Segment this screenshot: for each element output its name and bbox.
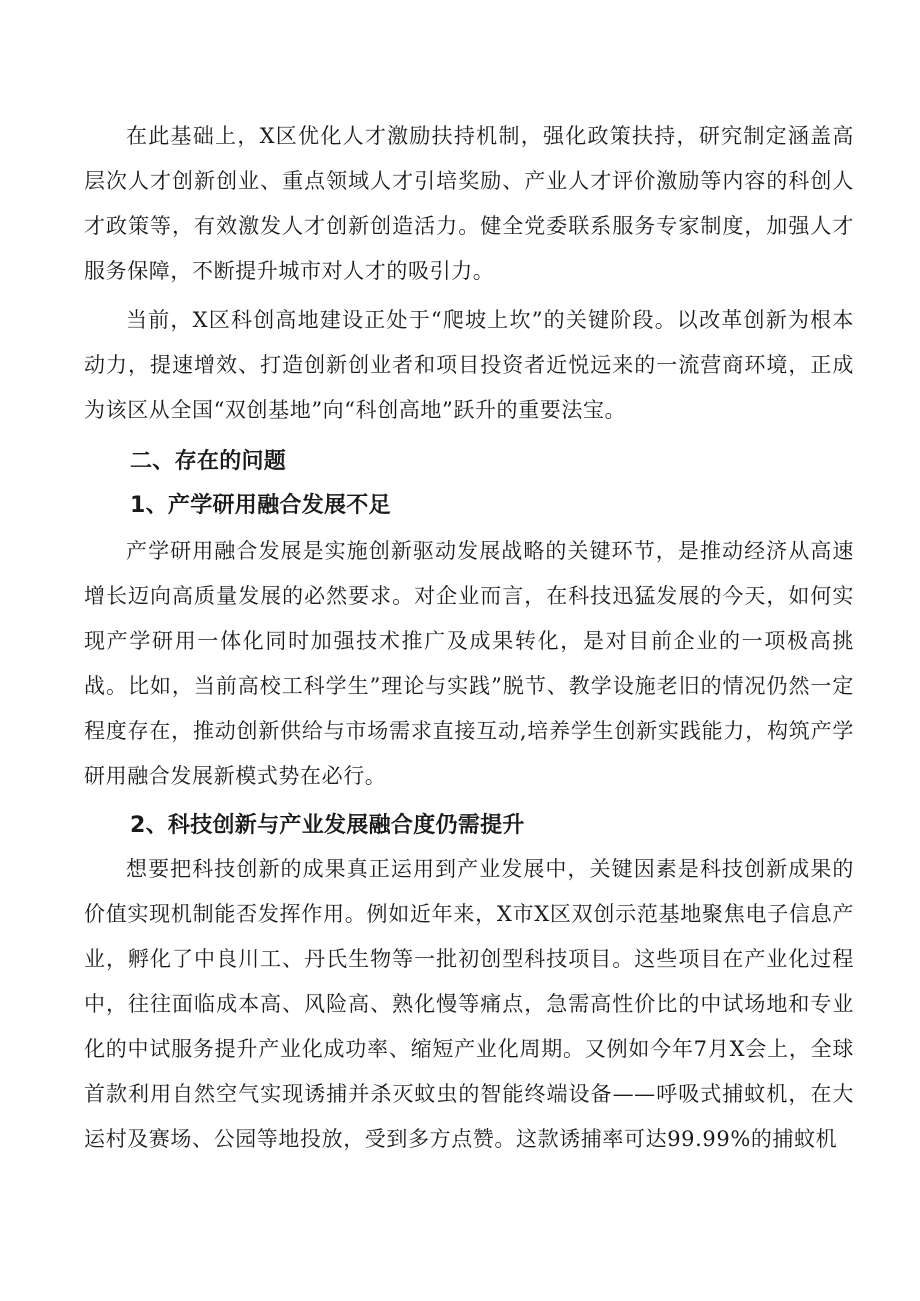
subheading-tech-industry-integration: 2、科技创新与产业发展融合度仍需提升: [130, 813, 525, 838]
paragraph-industry-university-research: 产学研用融合发展是实施创新驱动发展战略的关键环节，是推动经济从高速增长迈向高质量发展的必然要求。对企业而言，在科技迅猛发展的今天，如何实现产学研用一体化同时加强技术推广及成果转化，是对目前企业的一项极高挑战。比如，当前高校工科学生”理论与实践”脱节、教学设施老旧的情况仍然一定程度存在，推动创新供给与市场需求直接互动,培养学生创新实践能力，构筑产学研用融合发展新模式势在必行。: [84, 539, 854, 788]
paragraph-talent-policy: 在此基础上，X区优化人才激励扶持机制，强化政策扶持，研究制定涵盖高层次人才创新创业、重点领域人才引培奖励、产业人才评价激励等内容的科创人才政策等，有效激发人才创新创造活力。健全党委联系服务专家制度，加强人才服务保障，不断提升城市对人才的吸引力。: [84, 124, 854, 283]
paragraph-tech-industry-integration: 想要把科技创新的成果真正运用到产业发展中，关键因素是科技创新成果的价值实现机制能否发挥作用。例如近年来，X市X区双创示范基地聚焦电子信息产业，孵化了中良川工、丹氏生物等一批初创型科技项目。这些项目在产业化过程中，往往面临成本高、风险高、熟化慢等痛点，急需高性价比的中试场地和专业化的中试服务提升产业化成功率、缩短产业化周期。又例如今年7月X会上，全球首款利用自然空气实现诱捕并杀灭蚊虫的智能终端设备——呼吸式捕蚊机，在大运村及赛场、公园等地投放，受到多方点赞。这款诱捕率可达99.99%的捕蚊机: [84, 857, 854, 1151]
subheading-industry-university-research: 1、产学研用融合发展不足: [130, 493, 391, 518]
section-heading-problems: 二、存在的问题: [130, 449, 287, 474]
document-body: [84, 114, 854, 1162]
paragraph-innovation-highland: 当前，X区科创高地建设正处于“爬坡上坎”的关键阶段。以改革创新为根本动力，提速增效、打造创新创业者和项目投资者近悦远来的一流营商环境，正成为该区从全国“双创基地”向“科创高地”跃升的重要法宝。: [84, 308, 854, 422]
